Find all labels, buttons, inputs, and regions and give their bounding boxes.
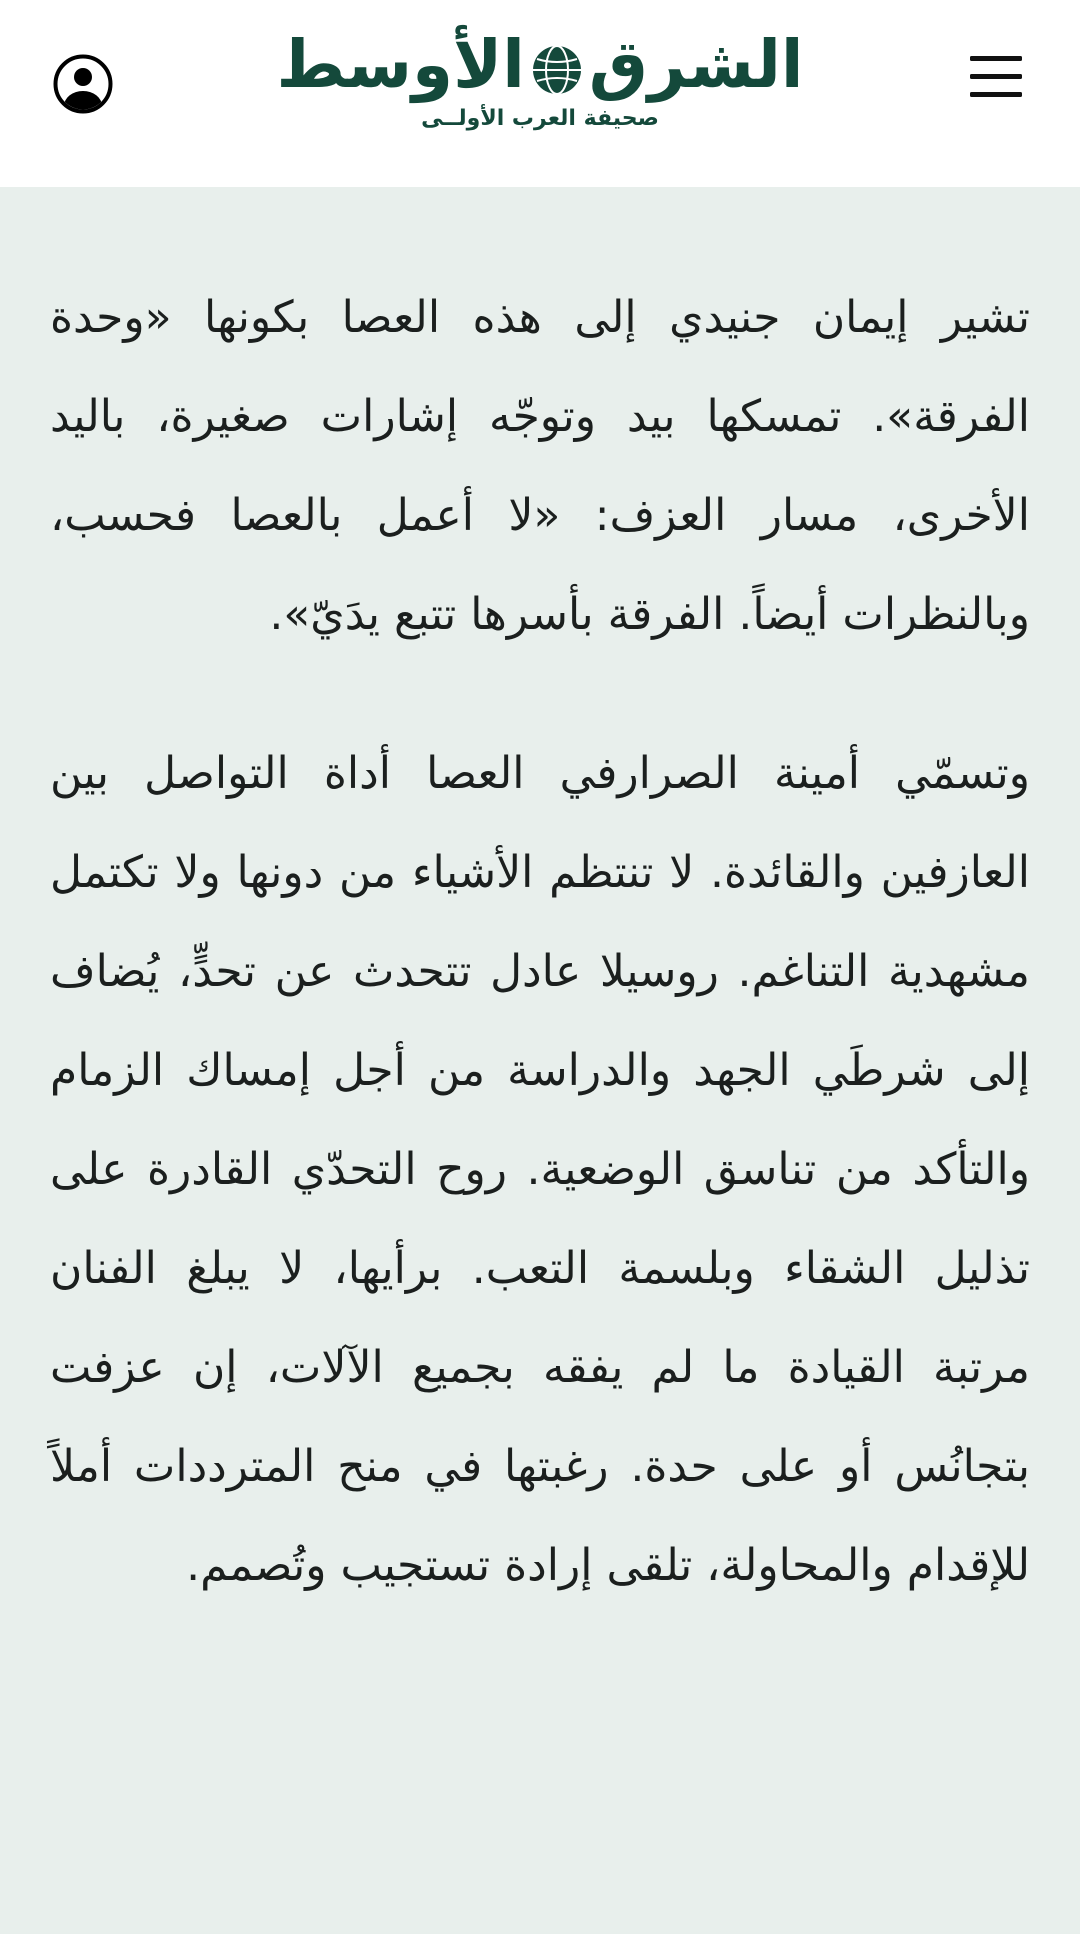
globe-icon	[531, 39, 583, 91]
user-account-icon[interactable]	[52, 53, 114, 115]
article-paragraph: وتسمّي أمينة الصرارفي العصا أداة التواصل بين العازفين والقائدة. لا تنتظم الأشياء من دونها ولا تكتمل مشهدية التناغم. روسيلا عادل تتحدث عن تحدٍّ، يُضاف إلى شرطَي الجهد والدراسة من أجل إمساك الزمام والتأكد من تناسق الوضعية. روح التحدّي القادرة على تذليل الشقاء وبلسمة التعب. برأيها، لا يبلغ الفنان مرتبة القيادة ما لم يفقه بجميع الآلات، إن عزفت بتجانُس أو على حدة. رغبتها في منح المترددات أملاً للإقدام والمحاولة، تلقى إرادة تستجيب وتُصمم.	[50, 748, 1030, 1591]
site-logo[interactable]	[276, 26, 804, 138]
logo-title-part2: الأوسط	[276, 26, 525, 103]
article-paragraph: تشير إيمان جنيدي إلى هذه العصا بكونها «وحدة الفرقة». تمسكها بيد وتوجّه إشارات صغيرة، باليد الأخرى، مسار العزف: «لا أعمل بالعصا فحسب، وبالنظرات أيضاً. الفرقة بأسرها تتبع يدَيّ».	[50, 292, 1030, 640]
logo-tagline: صحيفة العرب الأولــى	[421, 106, 659, 131]
logo-title-part1: الشرق	[588, 26, 804, 103]
logo-title	[276, 26, 804, 103]
hamburger-menu-icon[interactable]	[964, 50, 1028, 104]
site-header	[0, 0, 1080, 187]
article-body	[50, 268, 1030, 1675]
